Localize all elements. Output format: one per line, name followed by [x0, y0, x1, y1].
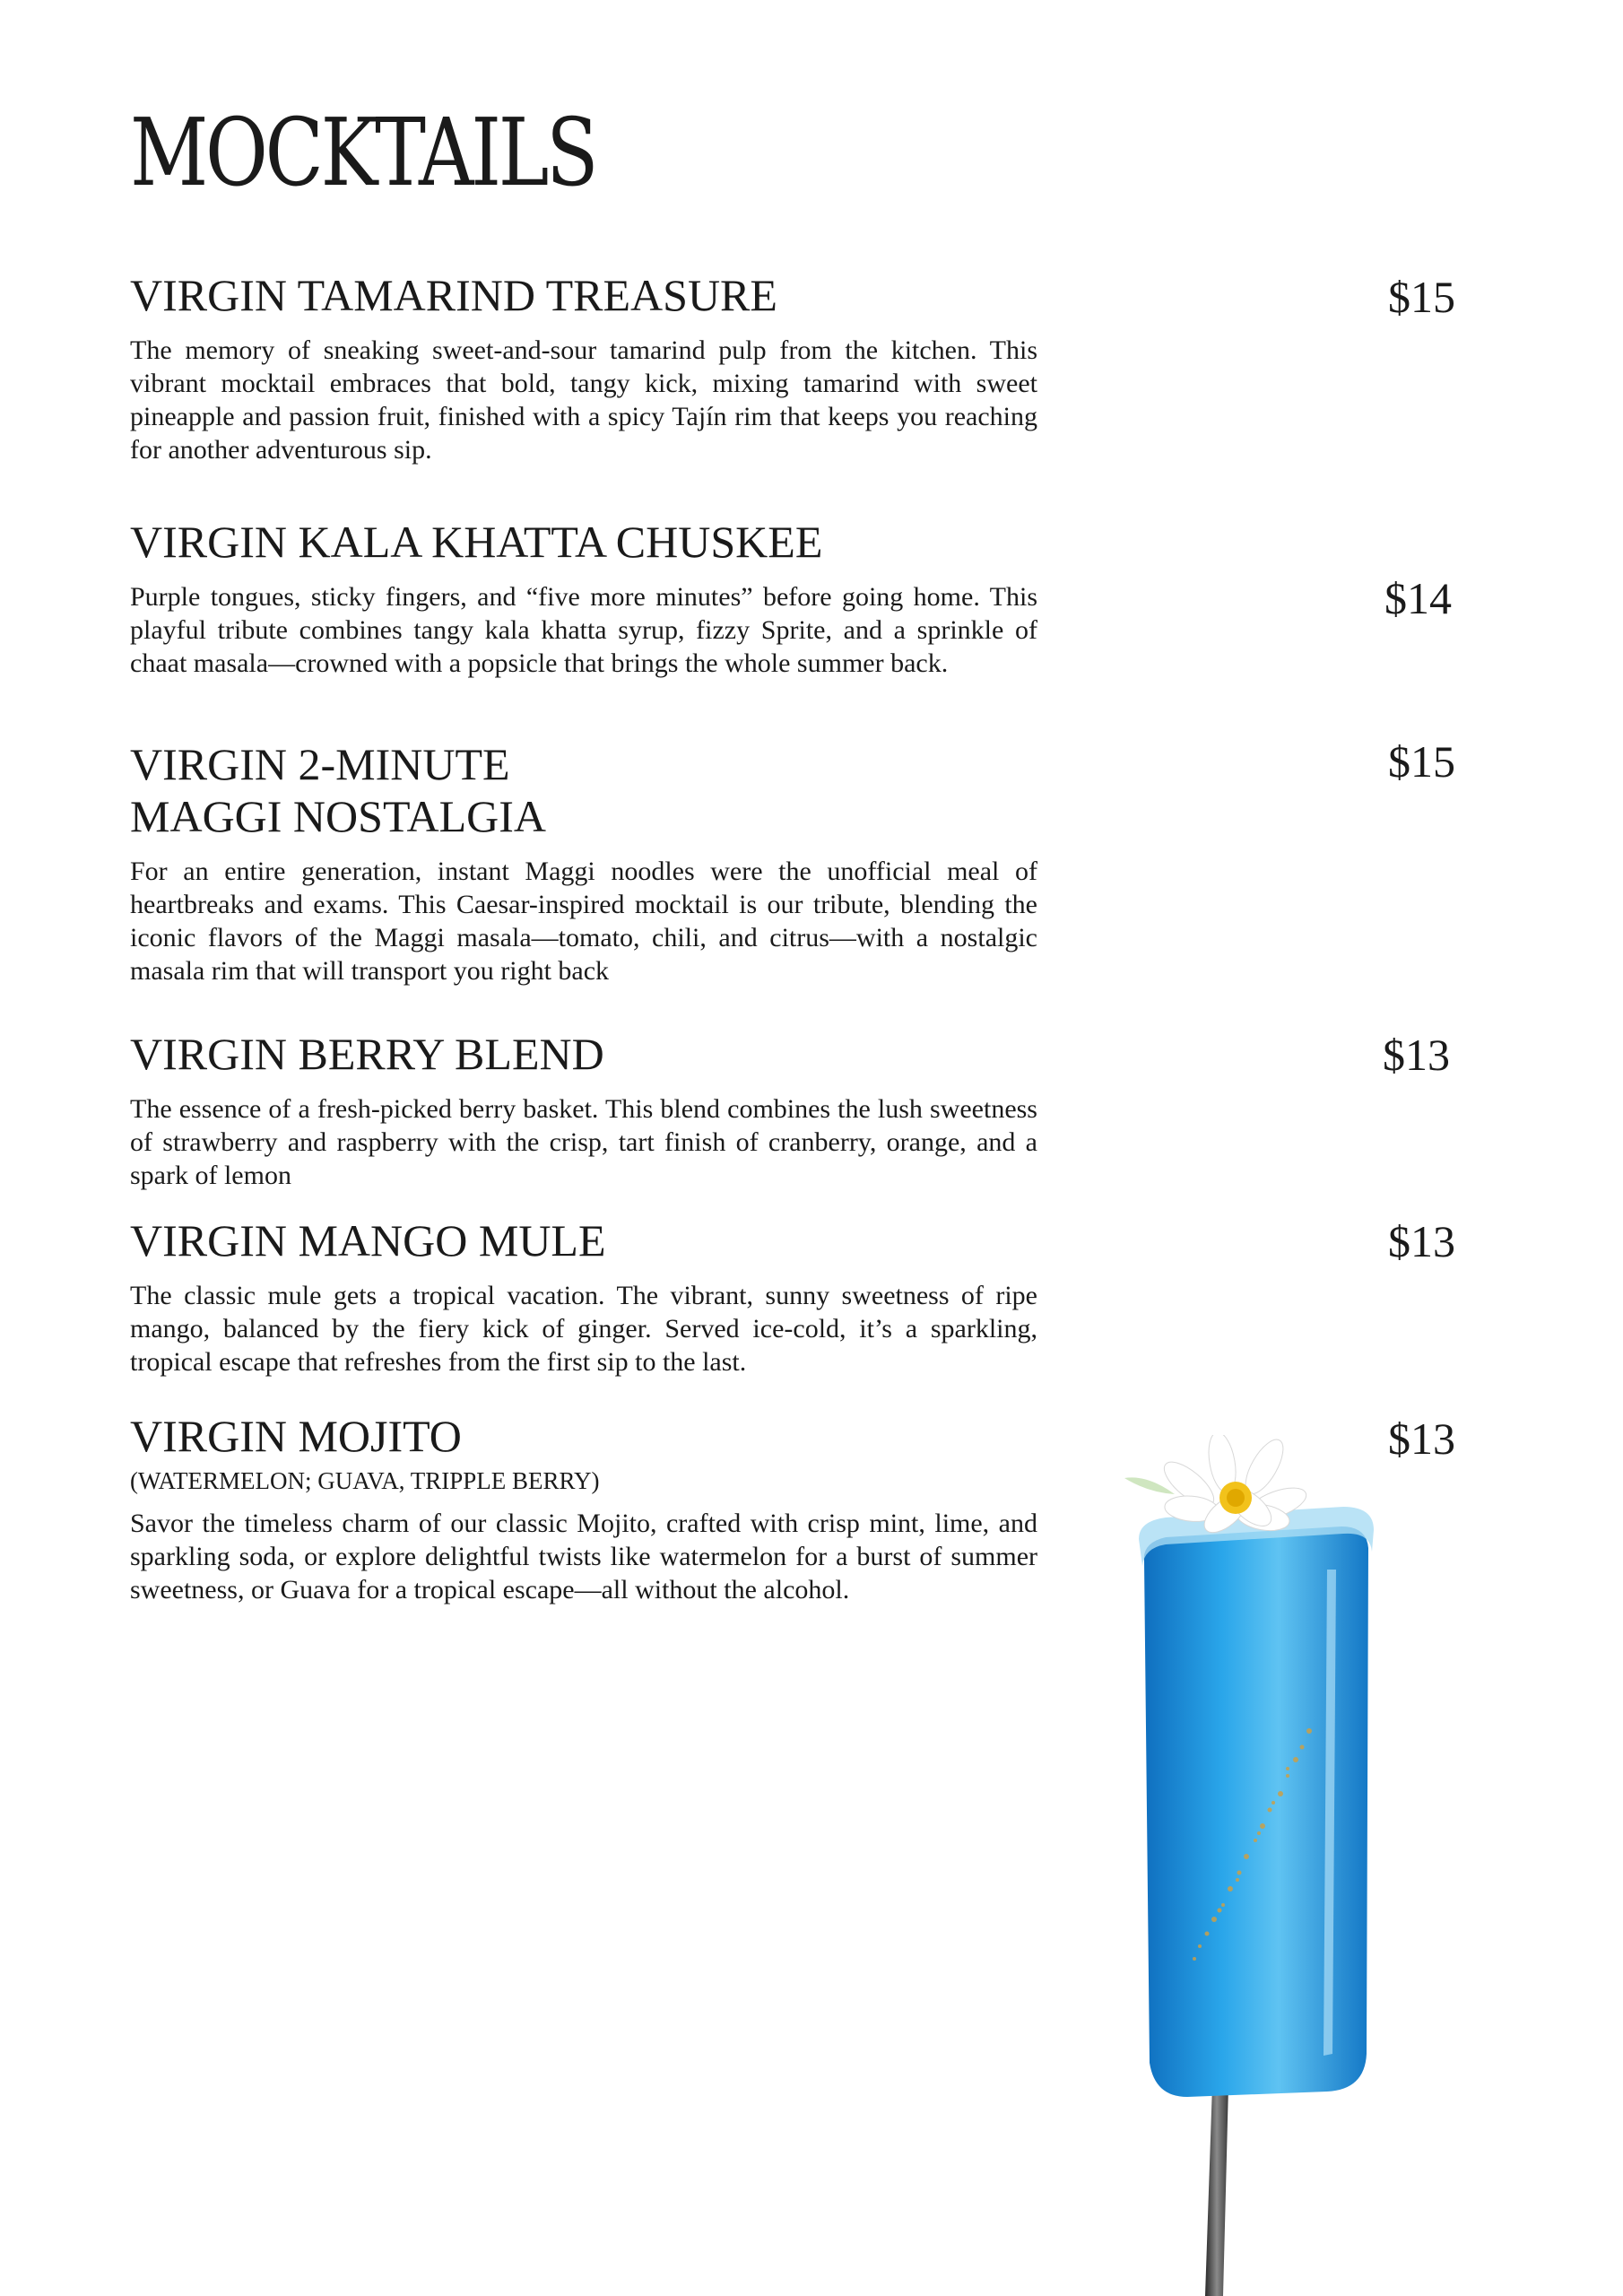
item-description: For an entire generation, instant Maggi noodles were the unofficial meal of heartbreaks and exams. This Caesar-inspired mocktail is our tribute, blending the iconic flavors of the Maggi masala—tomato, chili, and citrus—with a nostalgic masala rim that will transport you right back — [130, 857, 1037, 986]
item-description: Savor the timeless charm of our classic Mojito, crafted with crisp mint, lime, and sparkling soda, or explore delightful twists like watermelon for a burst of summer sweetness, or Guava for a tropical escape—all without the alcohol. — [130, 1509, 1037, 1605]
item-subtitle: (WATERMELON; GUAVA, TRIPPLE BERRY) — [130, 1467, 600, 1494]
blue-mocktail-glass-with-daisy-icon — [1112, 1435, 1453, 2296]
item-description: The essence of a fresh-picked berry basket. This blend combines the lush sweetness of strawberry and raspberry with the crisp, tart finish of cranberry, orange, and a spark of lemon — [130, 1094, 1037, 1190]
menu-item-mojito — [130, 1410, 1037, 1606]
item-name: VIRGIN KALA KHATTA CHUSKEE — [130, 517, 823, 567]
page-title: MOCKTAILS — [130, 98, 596, 207]
item-price: $13 — [1388, 1413, 1455, 1464]
item-name: VIRGIN MOJITO — [130, 1411, 462, 1461]
item-price: $13 — [1383, 1030, 1450, 1080]
menu-item-berry-blend — [130, 1028, 1037, 1192]
item-name: VIRGIN TAMARIND TREASURE — [130, 270, 777, 320]
item-name: VIRGIN BERRY BLEND — [130, 1029, 604, 1079]
item-name — [130, 738, 1037, 842]
menu-item-kala-khatta-chuskee — [130, 516, 1037, 680]
item-price: $15 — [1388, 272, 1455, 322]
menu-item-maggi-nostalgia — [130, 738, 1037, 987]
item-price: $15 — [1388, 736, 1455, 787]
item-name-line: VIRGIN 2-MINUTE — [130, 739, 510, 789]
item-price: $13 — [1388, 1216, 1455, 1266]
item-description: Purple tongues, sticky fingers, and “five more minutes” before going home. This playful tribute combines tangy kala khatta syrup, fizzy Sprite, and a sprinkle of chaat masala—crowned with a popsicle that brings the whole summer back. — [130, 582, 1037, 678]
item-name: VIRGIN MANGO MULE — [130, 1215, 606, 1265]
item-description: The memory of sneaking sweet-and-sour tamarind pulp from the kitchen. This vibrant mocktail embraces that bold, tangy kick, mixing tamarind with sweet pineapple and passion fruit, finished with a spicy Tajín rim that keeps you reaching for another adventurous sip. — [130, 335, 1037, 465]
menu-item-tamarind-treasure — [130, 269, 1037, 466]
menu-item-mango-mule — [130, 1214, 1037, 1378]
item-price: $14 — [1384, 573, 1452, 623]
item-name-line: MAGGI NOSTALGIA — [130, 791, 547, 841]
item-description: The classic mule gets a tropical vacation. The vibrant, sunny sweetness of ripe mango, balanced by the fiery kick of ginger. Served ice-cold, it’s a sparkling, tropical escape that refreshes from the first sip to the last. — [130, 1281, 1037, 1377]
